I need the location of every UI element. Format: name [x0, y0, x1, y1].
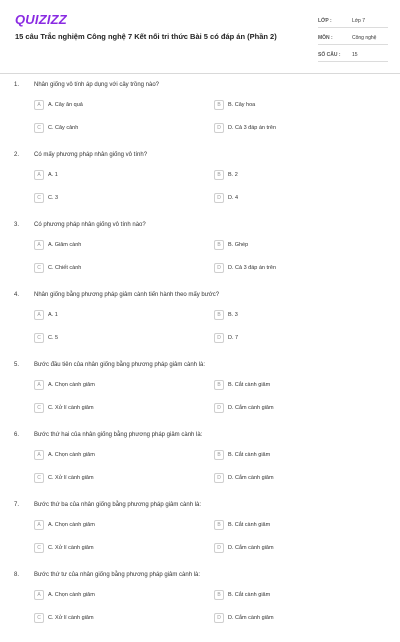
option-letter-box[interactable]: C [34, 403, 44, 413]
option-letter-box[interactable]: D [214, 473, 224, 483]
question-number: 4. [14, 292, 20, 298]
answer-option[interactable] [34, 379, 95, 391]
answer-option[interactable] [34, 449, 95, 461]
option-text: D. Cả 3 đáp án trên [228, 125, 277, 131]
answer-option[interactable] [214, 239, 248, 251]
option-text: D. Cắm cành giâm [228, 475, 274, 481]
option-letter-box[interactable]: B [214, 240, 224, 250]
option-text: A. 1 [48, 172, 58, 178]
option-text: B. 2 [228, 172, 238, 178]
meta-row-class [318, 14, 388, 28]
question-block [0, 432, 400, 502]
option-letter-box[interactable]: B [214, 380, 224, 390]
question-text: Bước đầu tiên của nhân giống bằng phương pháp giâm cành là: [34, 362, 206, 368]
question-number: 2. [14, 152, 20, 158]
answer-option[interactable] [214, 472, 274, 484]
answer-option[interactable] [214, 169, 238, 181]
option-text: B. Ghép [228, 242, 249, 248]
answer-option[interactable] [34, 239, 81, 251]
option-letter-box[interactable]: C [34, 263, 44, 273]
option-letter-box[interactable]: B [214, 520, 224, 530]
question-text: Nhân giống vô tính áp dụng với cây trồng nào? [34, 82, 160, 88]
question-number: 1. [14, 82, 20, 88]
question-text: Nhân giống bằng phương pháp giâm cành tiến hành theo mấy bước? [34, 292, 220, 298]
question-block [0, 292, 400, 362]
question-number: 7. [14, 502, 20, 508]
answer-option[interactable] [34, 519, 95, 531]
answer-option[interactable] [34, 542, 94, 554]
question-text: Có phương pháp nhân giống vô tính nào? [34, 222, 146, 228]
option-text: D. Cắm cành giâm [228, 615, 274, 621]
meta-info [318, 14, 388, 65]
option-text: A. Chọn cành giâm [48, 522, 95, 528]
meta-row-count [318, 48, 388, 62]
answer-option[interactable] [34, 472, 94, 484]
option-text: B. 3 [228, 312, 238, 318]
meta-value: Công nghệ [352, 34, 377, 41]
option-letter-box[interactable]: C [34, 123, 44, 133]
answer-option[interactable] [214, 332, 238, 344]
option-text: A. Chọn cành giâm [48, 382, 95, 388]
question-number: 8. [14, 572, 20, 578]
option-text: C. 5 [48, 335, 59, 341]
answer-option[interactable] [34, 612, 94, 624]
option-letter-box[interactable]: D [214, 613, 224, 623]
option-letter-box[interactable]: A [34, 380, 44, 390]
quizizz-logo [15, 12, 67, 27]
option-letter-box[interactable]: A [34, 450, 44, 460]
answer-option[interactable] [214, 542, 274, 554]
option-letter-box[interactable]: A [34, 310, 44, 320]
option-letter-box[interactable]: B [214, 310, 224, 320]
meta-value: 15 [352, 51, 358, 58]
option-letter-box[interactable]: A [34, 170, 44, 180]
option-text: A. Chọn cành giâm [48, 452, 95, 458]
meta-label: SỐ CÂU : [318, 51, 341, 58]
option-letter-box[interactable]: C [34, 193, 44, 203]
answer-option[interactable] [34, 169, 58, 181]
option-text: B. Cắt cành giâm [228, 592, 271, 598]
logo-text: QUIZIZZ [15, 12, 67, 27]
answer-option[interactable] [34, 402, 94, 414]
option-text: C. Cây cảnh [48, 125, 79, 131]
option-letter-box[interactable]: B [214, 450, 224, 460]
answer-option[interactable] [214, 379, 270, 391]
answer-option[interactable] [214, 309, 238, 321]
option-text: C. Xử lí cành giâm [48, 615, 94, 621]
option-letter-box[interactable]: D [214, 193, 224, 203]
option-letter-box[interactable]: D [214, 333, 224, 343]
header [0, 0, 400, 74]
option-letter-box[interactable]: C [34, 543, 44, 553]
question-number: 3. [14, 222, 20, 228]
option-text: D. 4 [228, 195, 239, 201]
answer-option[interactable] [34, 332, 58, 344]
question-block [0, 82, 400, 152]
document-title: 15 câu Trắc nghiệm Công nghệ 7 Kết nối tri thức Bài 5 có đáp án (Phần 2) [15, 32, 277, 41]
option-letter-box[interactable]: A [34, 520, 44, 530]
answer-option[interactable] [214, 192, 238, 204]
answer-option[interactable] [34, 309, 58, 321]
option-text: D. Cắm cành giâm [228, 545, 274, 551]
answer-option[interactable] [34, 192, 58, 204]
meta-label: LỚP : [318, 17, 332, 24]
option-text: D. 7 [228, 335, 239, 341]
answer-option[interactable] [34, 122, 78, 134]
option-letter-box[interactable]: C [34, 333, 44, 343]
option-text: B. Cắt cành giâm [228, 382, 271, 388]
answer-option[interactable] [34, 589, 95, 601]
question-text: Có mấy phương pháp nhân giống vô tính? [34, 152, 148, 158]
option-text: B. Cắt cành giâm [228, 522, 271, 528]
option-text: C. Chiết cành [48, 265, 82, 271]
option-letter-box[interactable]: B [214, 170, 224, 180]
answer-option[interactable] [214, 99, 255, 111]
question-number: 5. [14, 362, 20, 368]
meta-value: Lớp 7 [352, 17, 366, 24]
option-text: C. Xử lí cành giâm [48, 475, 94, 481]
option-letter-box[interactable]: D [214, 543, 224, 553]
answer-option[interactable] [214, 122, 276, 134]
answer-option[interactable] [214, 589, 270, 601]
question-text: Bước thứ tư của nhân giống bằng phương pháp giâm cành là: [34, 572, 201, 578]
option-letter-box[interactable]: A [34, 590, 44, 600]
answer-option[interactable] [34, 262, 81, 274]
option-letter-box[interactable]: C [34, 473, 44, 483]
option-text: A. Chọn cành giâm [48, 592, 95, 598]
meta-row-subject [318, 31, 388, 45]
question-number: 6. [14, 432, 20, 438]
option-letter-box[interactable]: D [214, 123, 224, 133]
option-text: D. Cắm cành giâm [228, 405, 274, 411]
option-letter-box[interactable]: A [34, 240, 44, 250]
answer-option[interactable] [214, 262, 276, 274]
option-letter-box[interactable]: A [34, 100, 44, 110]
option-text: C. Xử lí cành giâm [48, 545, 94, 551]
option-letter-box[interactable]: C [34, 613, 44, 623]
option-letter-box[interactable]: D [214, 263, 224, 273]
answer-option[interactable] [214, 519, 270, 531]
option-text: C. Xử lí cành giâm [48, 405, 94, 411]
question-block [0, 222, 400, 292]
option-text: A. 1 [48, 312, 58, 318]
answer-option[interactable] [214, 402, 274, 414]
option-text: A. Cây ăn quả [48, 102, 83, 108]
option-text: B. Cắt cành giâm [228, 452, 271, 458]
option-letter-box[interactable]: D [214, 403, 224, 413]
option-letter-box[interactable]: B [214, 100, 224, 110]
option-letter-box[interactable]: B [214, 590, 224, 600]
option-text: A. Giâm cành [48, 242, 82, 248]
option-text: B. Cây hoa [228, 102, 256, 108]
question-block [0, 362, 400, 432]
option-text: D. Cả 3 đáp án trên [228, 265, 277, 271]
option-text: C. 3 [48, 195, 59, 201]
question-text: Bước thứ ba của nhân giống bằng phương pháp giâm cành là: [34, 502, 202, 508]
question-block [0, 152, 400, 222]
question-block [0, 502, 400, 572]
answer-option[interactable] [214, 449, 270, 461]
meta-label: MÔN : [318, 34, 333, 41]
question-list [0, 74, 400, 642]
question-block [0, 572, 400, 642]
answer-option[interactable] [214, 612, 274, 624]
question-text: Bước thứ hai của nhân giống bằng phương pháp giâm cành là: [34, 432, 203, 438]
answer-option[interactable] [34, 99, 83, 111]
